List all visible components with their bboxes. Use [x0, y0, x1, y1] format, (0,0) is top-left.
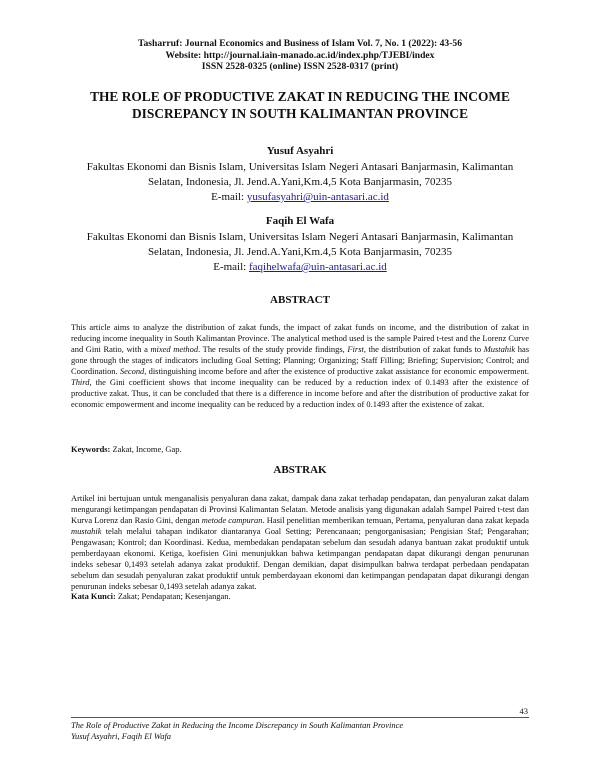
- abstract-heading: ABSTRACT: [270, 294, 330, 306]
- paper-title: [60, 88, 540, 122]
- author-block-1: [50, 144, 550, 205]
- paper-title-line-2: DISCREPANCY IN SOUTH KALIMANTAN PROVINCE: [131, 106, 469, 121]
- abstract-emphasis: First: [347, 343, 364, 354]
- journal-website: Website: http://journal.iain-manado.ac.id/index.php/TJEBI/index: [165, 49, 435, 61]
- kata-kunci-value: Zakat; Pendapatan; Kesenjangan.: [117, 591, 231, 601]
- author-name: Yusuf Asyahri: [266, 145, 334, 157]
- author-block-2: [50, 214, 550, 275]
- keywords-label: Keywords:: [71, 444, 113, 454]
- abstract-emphasis: Mustahik: [483, 343, 516, 354]
- journal-header: [0, 38, 600, 73]
- author-name: Faqih El Wafa: [265, 215, 335, 227]
- abstrak-emphasis: metode campuran: [201, 514, 263, 525]
- abstract-text-part: , distinguishing income before and after the existence of productive zakat assistance for economic empowerment.: [144, 365, 529, 376]
- abstract-emphasis: mixed method: [150, 343, 199, 354]
- author-email-line: [50, 260, 550, 275]
- author-email-link[interactable]: faqihelwafa@uin-antasari.ac.id: [248, 261, 387, 273]
- abstrak-emphasis: mustahik: [71, 525, 102, 536]
- footer-authors: Yusuf Asyahri, Faqih El Wafa: [71, 730, 172, 741]
- footer-divider: [71, 717, 529, 718]
- abstrak-text-part: telah melalui tahapan indikator diantaranya Goal Setting; Perencanaan; pengorganisasian; Pengisian Staf; Pengarahan; Pengawasan; Kontrol; dan Koordinasi. Kedua, membedakan pendapatan sebelum dan sesudah adanya bantuan zakat produktif untuk pemberdayaan ekonomi. Ketiga, koefisien Gini menunjukkan bahwa ketimpangan pendapatan dapat dikurangi dengan penurunan indeks sebesar 0,1493 setelah adanya zakat produktif. Dengan demikian, dapat disimpulkan bahwa terdapat perbedaan pendapatan sebelum dan sesudah penyaluran zakat produktif untuk pemberdayaan ekonomi dan ketimpangan pendapatan dapat dikurangi dengan penurunan indeks sebesar 0,1493 setelah adanya zakat.: [71, 525, 529, 591]
- journal-citation: Tasharruf: Journal Economics and Business of Islam Vol. 7, No. 1 (2022): 43-56: [137, 38, 462, 49]
- abstract-text-part: , the Gini coefficient shows that income inequality can be reduced by a reduction index of 0.1493 after the existence of productive zakat. Thus, it can be concluded that there is a difference in income before and after the distribution of productive zakat for economic empowerment and income inequality can be reduced by a reduction index of 0.1493 after the existence of zakat.: [71, 376, 529, 409]
- abstract-text-part: . The results of the study provide findings,: [198, 343, 348, 354]
- abstract-text: [71, 322, 529, 410]
- kata-kunci-label: Kata Kunci:: [71, 591, 118, 601]
- keywords-value: Zakat, Income, Gap.: [112, 444, 182, 454]
- email-label: E-mail:: [211, 191, 247, 203]
- abstract-text-part: This article aims to analyze the distribution of zakat funds, the impact of zakat funds on income, and the distribution of zakat in reducing income inequality in South Kalimantan Province. The analytical method used is the sample Paired t-test and the Lorenz Curve and Gini Ratio, with a: [71, 322, 529, 354]
- abstract-emphasis: Third: [71, 376, 90, 387]
- keywords-line: [71, 444, 529, 455]
- abstrak-text: [71, 493, 529, 592]
- author-affiliation-line-2: Selatan, Indonesia, Jl. Jend.A.Yani,Km.4,5 Kota Banjarmasin, 70235: [147, 176, 453, 188]
- author-affiliation-line-1: Fakultas Ekonomi dan Bisnis Islam, Universitas Islam Negeri Antasari Banjarmasin, Kalimantan: [86, 161, 514, 173]
- abstrak-text-part: Artikel ini bertujuan untuk menganalisis penyaluran dana zakat, dampak dana zakat terhadap pendapatan, dan penyaluran zakat dalam mengurangi ketimpangan pendapatan di Provinsi Kalimantan Selatan. Metode analisis yang digunakan adalah Sampel Paired t-test dan Kurva Lorenz dan Rasio Gini, dengan: [71, 493, 529, 525]
- paper-title-line-1: THE ROLE OF PRODUCTIVE ZAKAT IN REDUCING THE INCOME: [90, 89, 510, 104]
- running-footer: [71, 720, 529, 741]
- abstrak-text-part: . Hasil penelitian memberikan temuan, Pertama, penyaluran dana zakat kepada: [262, 514, 529, 525]
- author-email-line: [50, 190, 550, 205]
- email-label: E-mail:: [213, 261, 249, 273]
- author-email-link[interactable]: yusufasyahri@uin-antasari.ac.id: [246, 191, 389, 203]
- author-affiliation-line-2: Selatan, Indonesia, Jl. Jend.A.Yani,Km.4,5 Kota Banjarmasin, 70235: [147, 246, 453, 258]
- page-number: 43: [519, 706, 528, 716]
- footer-title: The Role of Productive Zakat in Reducing the Income Discrepancy in South Kalimantan Province: [71, 720, 404, 730]
- kata-kunci-line: [71, 591, 529, 602]
- abstract-text-part: has gone through the stages of indicators including Goal Setting; Planning; Organizing; Staff Filling; Briefing; Supervision; Control; and Coordination.: [71, 343, 529, 376]
- abstract-text-part: , the distribution of zakat funds to: [363, 343, 484, 354]
- author-affiliation-line-1: Fakultas Ekonomi dan Bisnis Islam, Universitas Islam Negeri Antasari Banjarmasin, Kalimantan: [86, 231, 514, 243]
- journal-issn: ISSN 2528-0325 (online) ISSN 2528-0317 (print): [201, 61, 399, 72]
- abstract-emphasis: Second: [119, 365, 145, 376]
- abstrak-heading: ABSTRAK: [273, 464, 327, 476]
